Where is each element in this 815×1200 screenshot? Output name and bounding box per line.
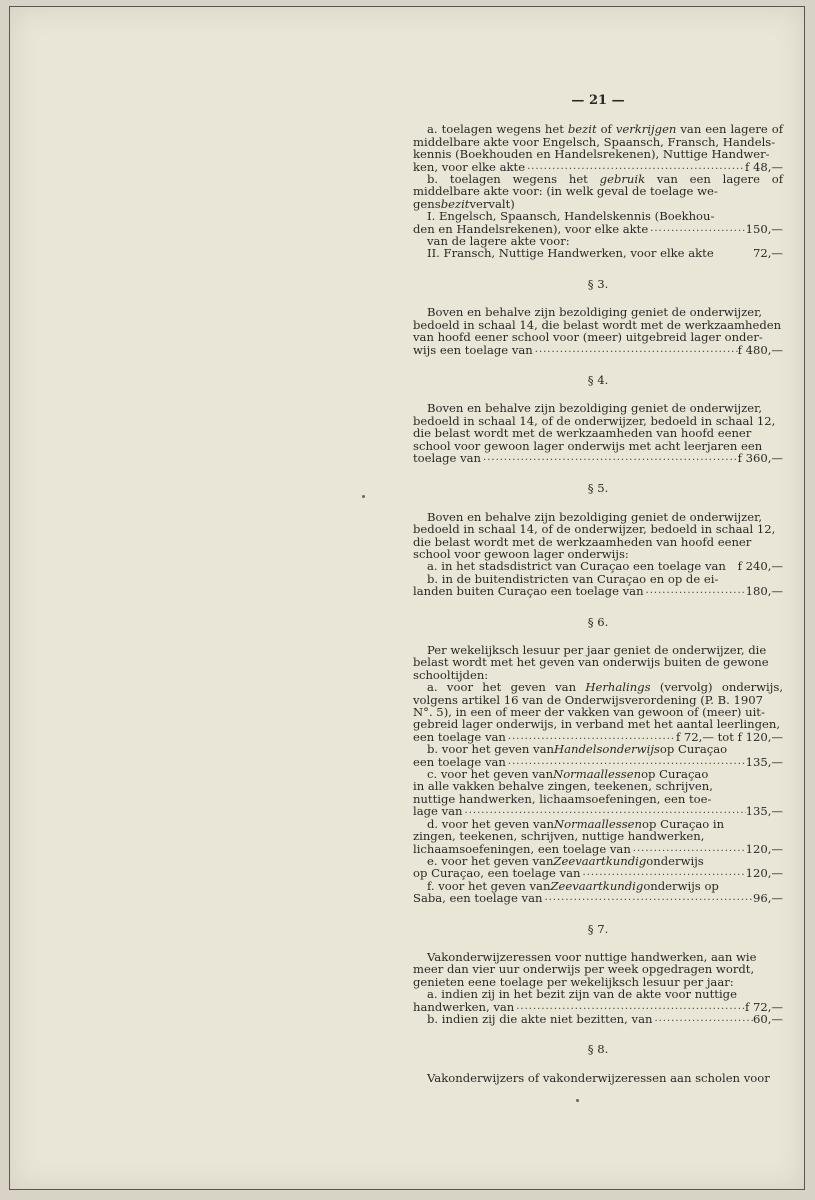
- leader-dots: [463, 805, 746, 817]
- text-column: [413, 95, 783, 1084]
- amount-value: 60,—: [752, 1011, 783, 1026]
- text-line: die belast wordt met de werkzaamheden van hoofd eener: [413, 426, 752, 441]
- text-line: middelbare akte voor Engelsch, Spaansch, Fransch, Handels-: [413, 134, 776, 149]
- italic-term: bezit: [440, 196, 470, 211]
- section-heading: § 8.: [587, 1042, 609, 1057]
- text-line: b. in de buitendistricten van Curaçao en op de ei-: [427, 571, 719, 586]
- section-heading: § 3.: [587, 276, 609, 291]
- leader-dots: [644, 585, 746, 597]
- italic-term: bezit: [567, 122, 597, 137]
- leader-dots: [581, 867, 746, 879]
- text-line: van hoofd eener school voor (meer) uitgebreid lager onder-: [413, 330, 763, 345]
- text-span: op Curaçao in: [641, 816, 725, 831]
- italic-term: Handelsonderwijs: [553, 742, 660, 757]
- text-line: I. Engelsch, Spaansch, Handelskennis (Boekhou-: [427, 209, 715, 224]
- text-line: Per wekelijksch lesuur per jaar geniet de onderwijzer, die: [427, 643, 767, 657]
- text-line: schooltijden:: [413, 667, 489, 682]
- amount-value: 150,—: [745, 221, 783, 236]
- line-label: een toelage van: [413, 729, 506, 744]
- text-line: Vakonderwijzeressen voor nuttige handwerken, aan wie: [427, 949, 757, 964]
- amount-value: f 480,—: [737, 342, 783, 357]
- text-line: Boven en behalve zijn bezoldiging geniet de onderwijzer,: [427, 305, 763, 320]
- paper-speck: [576, 1099, 579, 1102]
- text-span: onderwijs: [646, 853, 704, 868]
- text-line: Boven en behalve zijn bezoldiging geniet de onderwijzer,: [427, 401, 763, 416]
- amount-line: [413, 585, 783, 597]
- text-line: belast wordt met het geven van onderwijs buiten de gewone: [413, 655, 769, 670]
- text-span: f. voor het geven van: [427, 878, 551, 893]
- leader-dots: [648, 223, 745, 235]
- text-span: vervalt): [469, 196, 515, 211]
- amount-line: [413, 560, 783, 572]
- italic-term: gebruik: [599, 172, 646, 187]
- italic-term: Herhalings: [585, 680, 651, 695]
- amount-line: [413, 805, 783, 817]
- text-span: (vervolg) onderwijs,: [650, 680, 783, 695]
- line-label: Saba, een toelage van: [413, 891, 543, 906]
- line-label: lichaamsoefeningen, een toelage van: [413, 841, 631, 856]
- text-line: school voor gewoon lager onderwijs:: [413, 546, 629, 561]
- text-line: middelbare akte voor: (in welk geval de toelage we-: [413, 184, 718, 199]
- amount-value: 120,—: [745, 841, 783, 856]
- text-span: onderwijs op: [643, 878, 719, 893]
- italic-term: Zeevaartkundig: [550, 878, 644, 893]
- section-heading: § 7.: [587, 921, 609, 936]
- amount-value: 96,—: [752, 891, 783, 906]
- amount-value: f 48,—: [744, 159, 783, 174]
- text-line: genieten eene toelage per wekelijksch lesuur per jaar:: [413, 974, 734, 989]
- italic-term: Zeevaartkundig: [553, 853, 647, 868]
- text-line: Vakonderwijzers of vakonderwijzeressen aan scholen voor: [427, 1070, 770, 1085]
- amount-value: f 360,—: [737, 450, 783, 465]
- text-span: a. voor het geven van: [427, 680, 586, 695]
- text-span: e. voor het geven van: [427, 853, 554, 868]
- text-line: meer dan vier uur onderwijs per week opgedragen wordt,: [413, 962, 755, 977]
- line-label: II. Fransch, Nuttige Handwerken, voor elke akte: [427, 246, 714, 261]
- amount-line: [413, 452, 783, 464]
- line-label: een toelage van: [413, 754, 506, 769]
- text-span: d. voor het geven van: [427, 816, 554, 831]
- leader-dots: [481, 452, 738, 464]
- text-span: b. toelagen wegens het: [427, 172, 600, 187]
- line-label: toelage van: [413, 450, 482, 465]
- line-label: b. indien zij die akte niet bezitten, van: [427, 1011, 653, 1026]
- text-span: op Curaçao: [641, 767, 709, 782]
- amount-value: 135,—: [745, 754, 783, 769]
- line-label: lage van: [413, 804, 463, 819]
- page-number: — 21 —: [571, 93, 625, 108]
- text-line: Boven en behalve zijn bezoldiging geniet de onderwijzer,: [427, 509, 763, 524]
- text-span: a. toelagen wegens het: [427, 122, 568, 137]
- italic-term: Normaallessen: [553, 767, 642, 782]
- paper-speck: [362, 495, 365, 498]
- amount-line: [413, 1013, 783, 1025]
- text-line: bedoeld in schaal 14, of de onderwijzer, bedoeld in schaal 12,: [413, 522, 776, 537]
- line-label: a. in het stadsdistrict van Curaçao een toelage van: [427, 559, 726, 574]
- text-span: c. voor het geven van: [427, 767, 554, 782]
- text-span: van een lagere of: [645, 172, 783, 187]
- amount-line: [413, 247, 783, 259]
- amount-value: 135,—: [745, 804, 783, 819]
- italic-term: Normaallessen: [553, 816, 642, 831]
- amount-line: [413, 344, 783, 356]
- text-span: van een lagere of: [676, 122, 783, 137]
- section-heading: § 6.: [587, 614, 609, 629]
- line-label: den en Handelsrekenen), voor elke akte: [413, 221, 649, 236]
- line-label: handwerken, van: [413, 999, 515, 1014]
- line-label: ken, voor elke akte: [413, 159, 526, 174]
- leader-dots: [652, 1013, 753, 1025]
- text-line: [413, 681, 783, 693]
- text-line: gebreid lager onderwijs, in verband met het aantal leerlingen,: [413, 717, 781, 732]
- amount-value: f 240,—: [737, 559, 783, 574]
- leader-dots: [533, 344, 738, 356]
- text-line: zingen, teekenen, schrijven, nuttige handwerken,: [413, 829, 705, 844]
- document-page: [9, 6, 805, 1190]
- text-line: kennis (Boekhouden en Handelsrekenen), Nuttige Handwer-: [413, 147, 770, 162]
- text-line: nuttige handwerken, lichaamsoefeningen, een toe-: [413, 791, 712, 806]
- text-line: a. indien zij in het bezit zijn van de akte voor nuttige: [427, 987, 737, 1002]
- text-line: die belast wordt met de werkzaamheden van hoofd eener: [413, 534, 752, 549]
- amount-line: [413, 892, 783, 904]
- text-line: van de lagere akte voor:: [427, 234, 570, 249]
- amount-line: [413, 867, 783, 879]
- italic-term: verkrijgen: [615, 122, 677, 137]
- text-line: [413, 123, 783, 135]
- leader-dots: [542, 892, 753, 904]
- amount-value: 120,—: [745, 866, 783, 881]
- section-heading: § 5.: [587, 481, 609, 496]
- text-span: gens: [413, 196, 441, 211]
- text-span: op Curaçao: [659, 742, 728, 757]
- line-label: op Curaçao, een toelage van: [413, 866, 581, 881]
- text-line: bedoeld in schaal 14, die belast wordt met de werkzaamheden: [413, 317, 782, 332]
- text-line: in alle vakken behalve zingen, teekenen, schrijven,: [413, 779, 713, 794]
- text-line: [413, 743, 783, 755]
- amount-value: 72,—: [752, 246, 783, 261]
- line-label: landen buiten Curaçao een toelage van: [413, 584, 644, 599]
- text-line: N°. 5), in een of meer der vakken van gewoon of (meer) uit-: [413, 705, 765, 720]
- section-heading: § 4.: [587, 372, 609, 387]
- text-span: b. voor het geven van: [427, 742, 554, 757]
- text-line: volgens artikel 16 van de Onderwijsverordening (P. B. 1907: [413, 692, 763, 707]
- amount-value: 180,—: [745, 584, 783, 599]
- text-span: of: [596, 122, 616, 137]
- text-line: bedoeld in schaal 14, of de onderwijzer, bedoeld in schaal 12,: [413, 413, 776, 428]
- amount-value: f 72,— tot f 120,—: [675, 729, 783, 744]
- amount-value: f 72,—: [744, 999, 783, 1014]
- line-label: wijs een toelage van: [413, 342, 533, 357]
- text-line: school voor gewoon lager onderwijs met acht leerjaren een: [413, 438, 763, 453]
